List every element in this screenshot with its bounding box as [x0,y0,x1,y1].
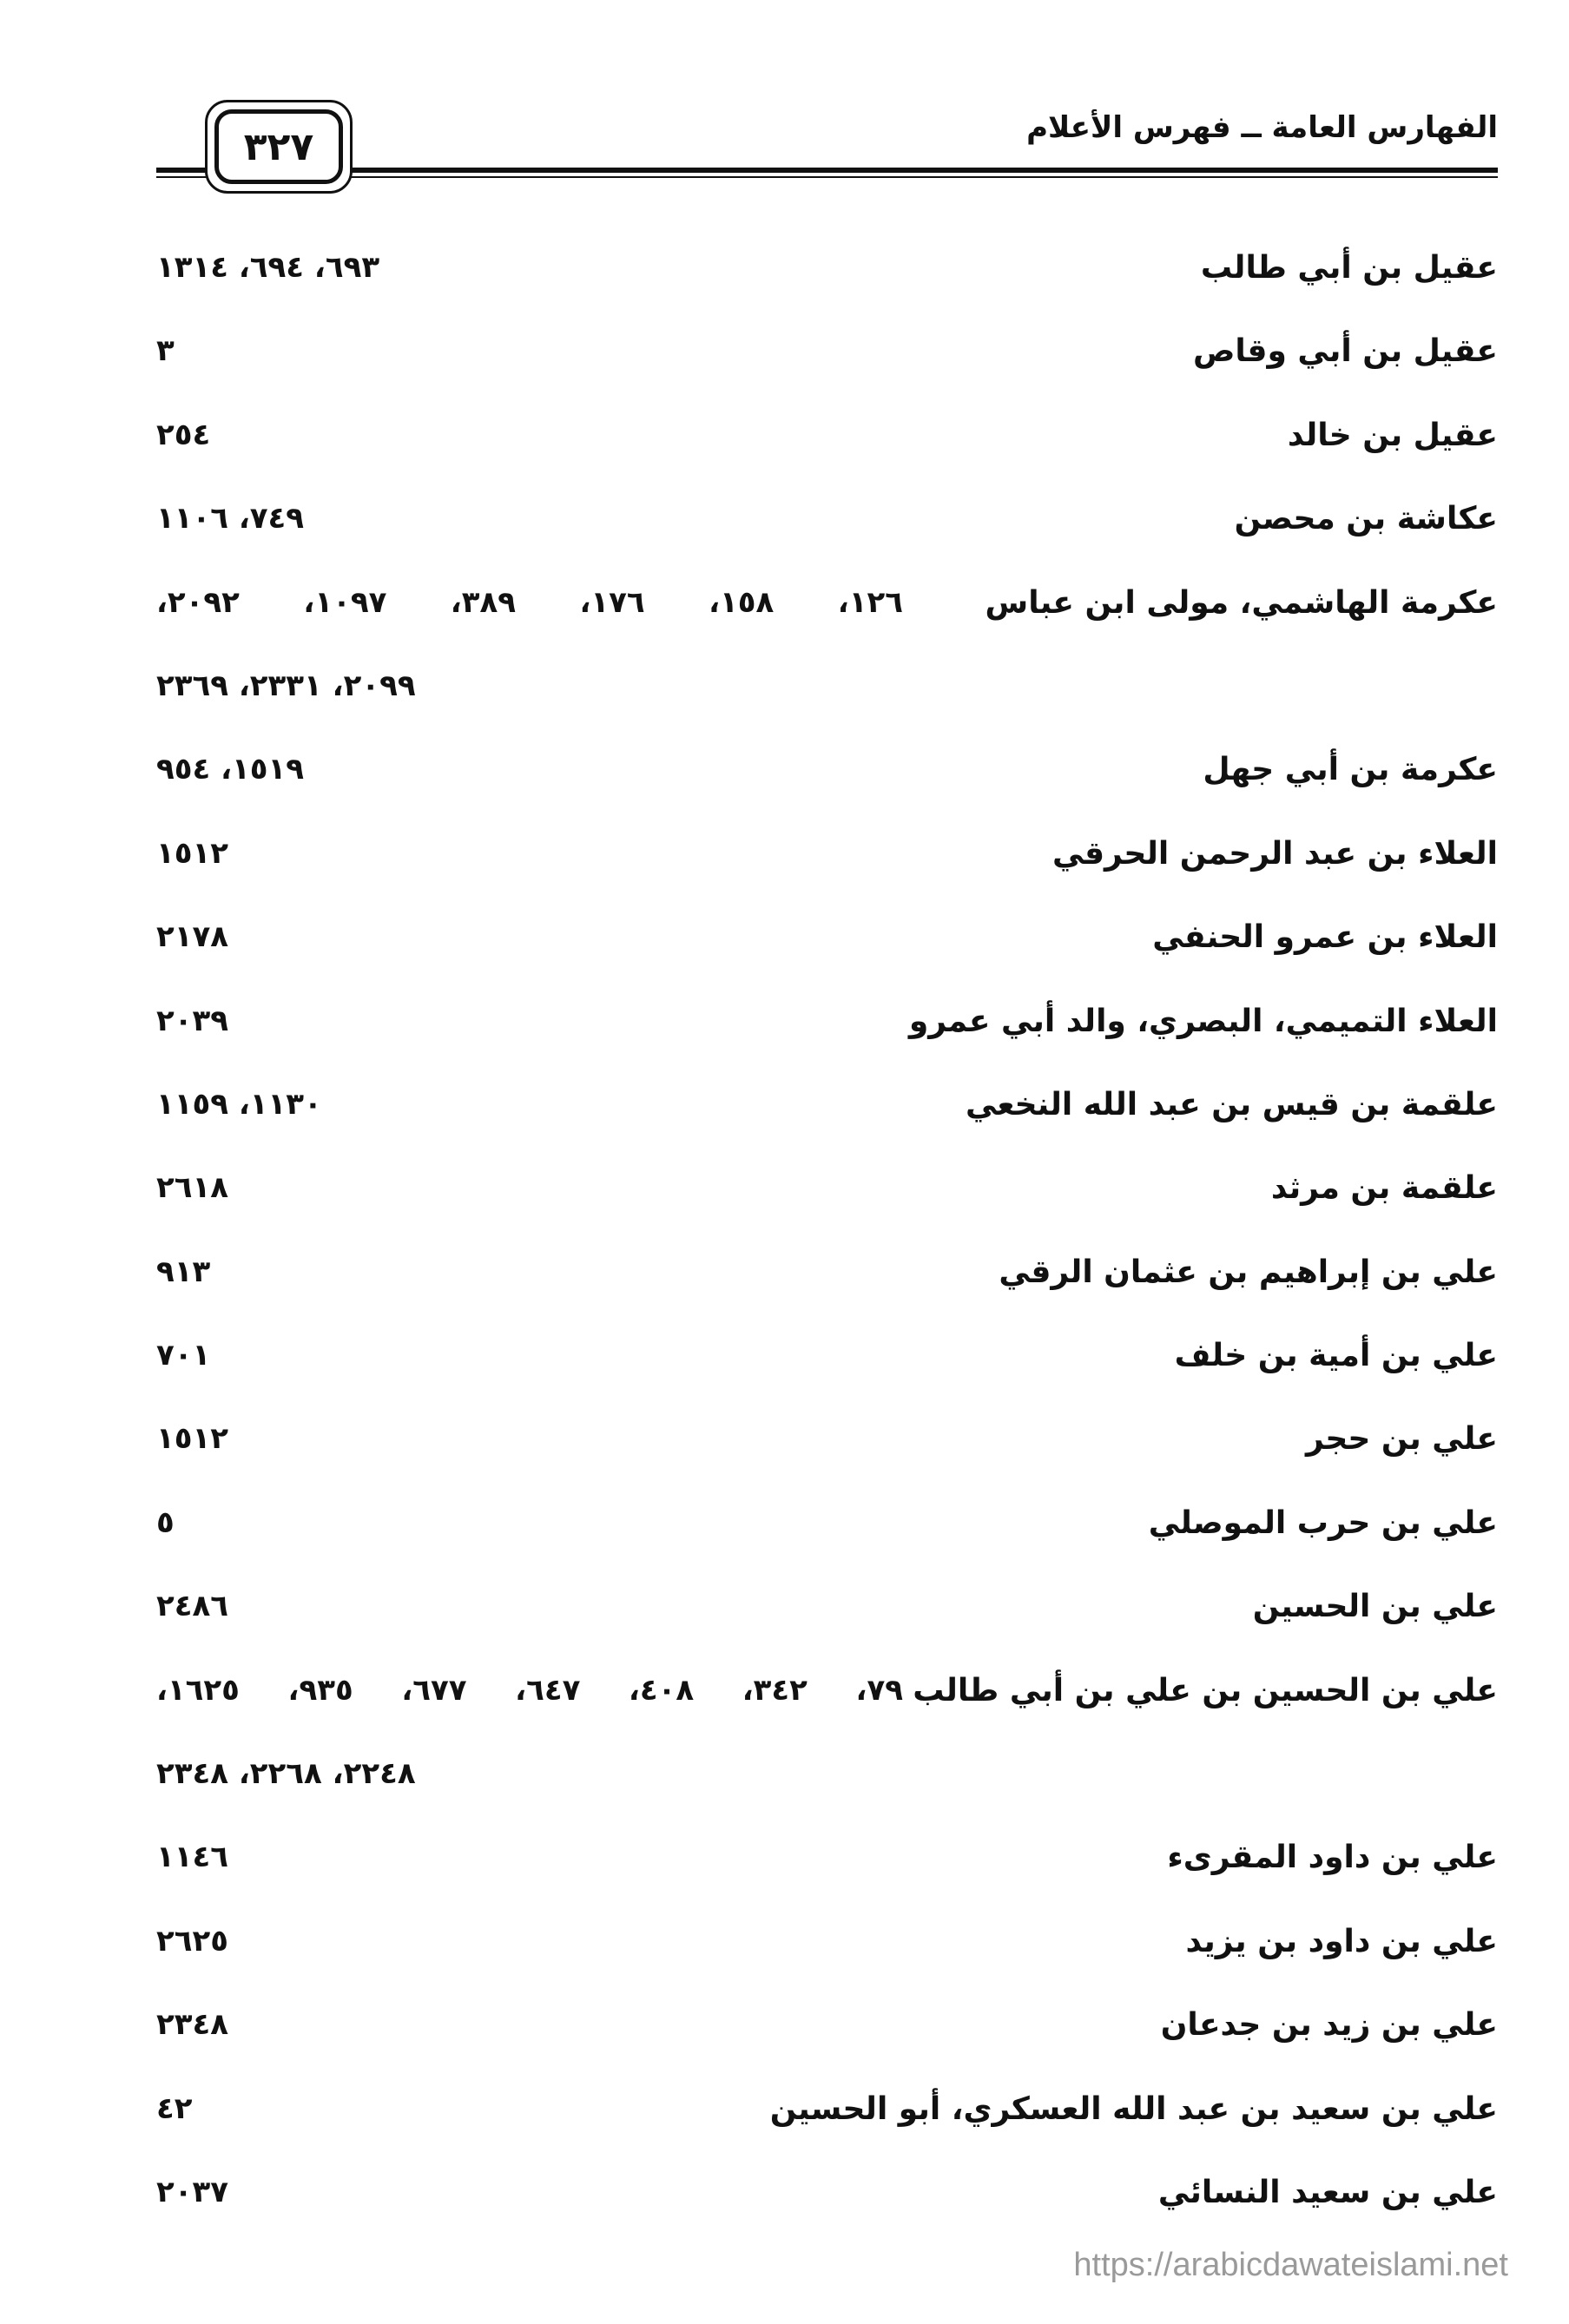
entry-name: عكاشة بن محصن [1234,501,1498,537]
index-entry [156,1071,1498,1155]
index-entry [156,1406,1498,1489]
entry-pages: ٢٠٣٧ [156,2174,229,2209]
entry-pages: ٢٠٣٩ [156,1003,229,1038]
index-entry [156,2159,1498,2242]
entry-name: عقيل بن أبي طالب [1200,250,1498,286]
index-entry [156,1657,1498,1741]
entry-pages: ٢١٧٨ [156,919,229,955]
entry-name: علي بن الحسين بن علي بن أبي طالب [913,1672,1498,1708]
entry-pages: ١١٤٦ [156,1840,229,1875]
entry-pages: ١١٣٠، ١١٥٩ [156,1086,322,1122]
entry-name: علي بن إبراهيم بن عثمان الرقي [999,1254,1498,1290]
entry-name: علي بن أمية بن خلف [1174,1338,1498,1374]
index-entry [156,234,1498,318]
entry-name: العلاء بن عبد الرحمن الحرقي [1052,835,1498,872]
entry-pages: ١٥١٢ [156,1421,229,1457]
entry-pages: ١٥١٢ [156,835,229,871]
entry-pages: ٧٩، ٣٤٢، ٤٠٨، ٦٤٧، ٦٧٧، ٩٣٥، ١٦٢٥، [156,1672,903,1708]
entry-pages: ٢٠٩٩، ٢٣٣١، ٢٣٦٩ [156,668,416,703]
entry-name: عكرمة الهاشمي، مولى ابن عباس [985,584,1498,621]
entry-pages: ٦٩٣، ٦٩٤، ١٣١٤ [156,250,380,285]
entry-name: العلاء بن عمرو الحنفي [1152,919,1498,956]
entry-name: عقيل بن أبي وقاص [1192,333,1498,370]
index-entry [156,569,1498,653]
entry-pages: ٩١٣ [156,1254,211,1289]
index-entry [156,1322,1498,1406]
entry-pages: ١٢٦، ١٥٨، ١٧٦، ٣٨٩، ١٠٩٧، ٢٠٩٢، [156,584,903,620]
index-entry [156,1824,1498,1907]
entry-name: علي بن داود المقرىء [1167,1840,1498,1876]
entry-pages: ١٥١٩، ٩٥٤ [156,752,305,787]
page-number-frame [205,100,353,194]
index-entry [156,988,1498,1071]
header-rule-thin [156,176,1498,178]
index-entry [156,1992,1498,2075]
index-entry-continuation [156,653,1498,736]
entry-name: علي بن سعيد النسائي [1157,2174,1498,2210]
index-entry [156,904,1498,987]
entry-name: عقيل بن خالد [1287,417,1498,453]
entry-pages: ٤٢ [156,2090,193,2126]
index-entry [156,1490,1498,1573]
entry-pages: ٢٦٢٥ [156,1923,229,1959]
index-entry [156,402,1498,485]
index-entry-continuation [156,1741,1498,1824]
running-title: الفهارس العامة ــ فهرس الأعلام [1026,110,1498,145]
header-rule-thick [156,168,1498,173]
index-entries [156,234,1498,2242]
index-entry [156,1239,1498,1322]
index-entry [156,1908,1498,1992]
entry-name: علي بن حجر [1306,1421,1498,1458]
entry-pages: ٧٠١ [156,1338,211,1373]
entry-name: علي بن سعيد بن عبد الله العسكري، أبو الحسين [769,2090,1498,2127]
entry-pages: ٢٢٤٨، ٢٢٦٨، ٢٣٤٨ [156,1756,416,1792]
index-entry [156,736,1498,820]
entry-pages: ٣ [156,333,175,369]
index-entry [156,318,1498,401]
entry-name: عكرمة بن أبي جهل [1203,752,1498,788]
entry-pages: ٢٥٤ [156,417,211,452]
page-header [156,100,1498,204]
index-entry [156,2076,1498,2159]
entry-name: العلاء التميمي، البصري، والد أبي عمرو [908,1003,1498,1039]
entry-name: علي بن داود بن يزيد [1185,1923,1498,1959]
index-entry [156,1155,1498,1238]
entry-name: علي بن حرب الموصلي [1148,1504,1498,1541]
watermark-link[interactable]: https://arabicdawateislami.net [1073,2247,1508,2283]
entry-name: علي بن الحسين [1252,1589,1498,1625]
index-entry [156,820,1498,904]
entry-pages: ٢٣٤٨ [156,2007,229,2043]
entry-pages: ٥ [156,1504,175,1540]
index-entry [156,485,1498,569]
entry-pages: ٢٦١٨ [156,1170,229,1206]
entry-name: علقمة بن مرثد [1270,1170,1498,1207]
entry-pages: ٢٤٨٦ [156,1589,229,1624]
entry-pages: ٧٤٩، ١١٠٦ [156,501,305,537]
index-entry [156,1573,1498,1656]
page-number: ٣٢٧ [214,109,343,184]
entry-name: علي بن زيد بن جدعان [1160,2007,1498,2044]
entry-name: علقمة بن قيس بن عبد الله النخعي [965,1086,1498,1122]
